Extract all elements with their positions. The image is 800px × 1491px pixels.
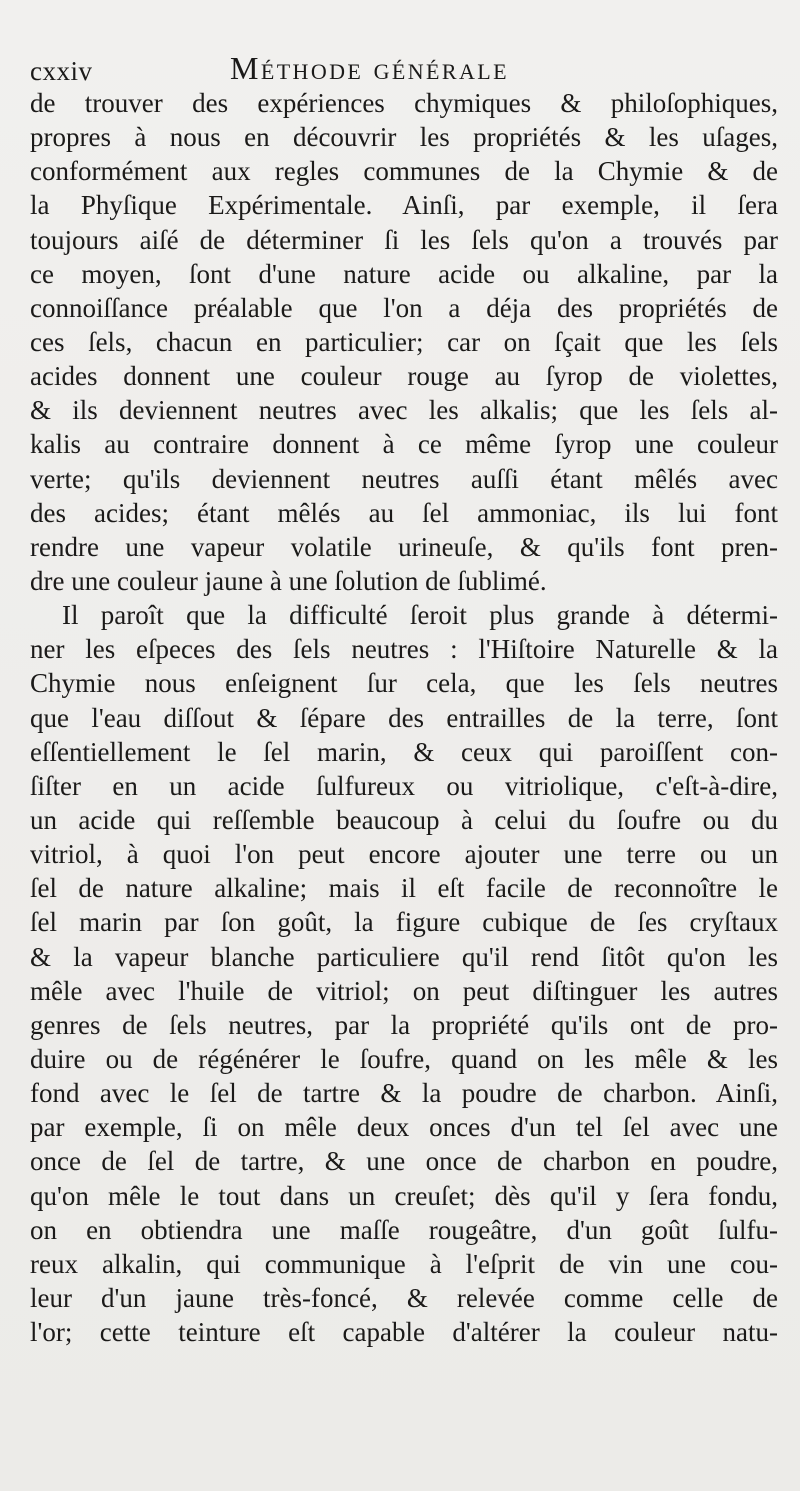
running-title: Méthode générale: [230, 50, 509, 86]
text-line: connoiſſance préalable que l'on a déja des propriétés de: [30, 292, 778, 323]
text-line: de trouver des expériences chymiques & philoſophiques,: [30, 88, 778, 118]
text-line: genres de ſels neutres, par la propriété qu'ils ont de pro-: [30, 1009, 778, 1040]
text-line: ſiſter en un acide ſulfureux ou vitriolique, c'eſt-à-dire,: [30, 770, 778, 801]
body-text: [30, 86, 778, 1349]
text-line: la Phyſique Expérimentale. Ainſi, par exemple, il ſera: [30, 190, 778, 221]
text-line: ſel marin par ſon goût, la figure cubique de ſes cryſtaux: [30, 907, 778, 938]
page-number: cxxiv: [30, 56, 93, 86]
paragraph: [30, 86, 778, 598]
text-line: rendre une vapeur volatile urineuſe, & qu'ils font pren-: [30, 531, 778, 562]
text-line: l'or; cette teinture eſt capable d'altérer la couleur natu-: [30, 1317, 778, 1348]
text-line: des acides; étant mêlés au ſel ammoniac, ils lui font: [30, 497, 778, 528]
text-line: Il paroît que la difficulté ſeroit plus grande à détermi-: [62, 600, 778, 631]
text-line: & ils deviennent neutres avec les alkalis; que les ſels al-: [30, 395, 778, 426]
text-line: once de ſel de tartre, & une once de charbon en poudre,: [30, 1146, 778, 1177]
text-line: & la vapeur blanche particuliere qu'il rend ſitôt qu'on les: [30, 941, 778, 972]
text-line: ſel de nature alkaline; mais il eſt facile de reconnoître le: [30, 873, 778, 904]
text-line: duire ou de régénérer le ſoufre, quand on les mêle & les: [30, 1043, 778, 1074]
text-line: fond avec le ſel de tartre & la poudre de charbon. Ainſi,: [30, 1078, 778, 1109]
text-line: verte; qu'ils deviennent neutres auſſi étant mêlés avec: [30, 463, 778, 494]
text-line: eſſentiellement le ſel marin, & ceux qui paroiſſent con-: [30, 736, 778, 767]
text-line: vitriol, à quoi l'on peut encore ajouter une terre ou un: [30, 839, 778, 870]
text-line: on en obtiendra une maſſe rougeâtre, d'un goût ſulfu-: [30, 1214, 778, 1245]
text-line: un acide qui reſſemble beaucoup à celui du ſoufre ou du: [30, 804, 778, 835]
text-line: ner les eſpeces des ſels neutres : l'Hiſtoire Naturelle & la: [30, 634, 778, 665]
text-line: qu'on mêle le tout dans un creuſet; dès qu'il y ſera fondu,: [30, 1180, 778, 1211]
text-line: acides donnent une couleur rouge au ſyrop de violettes,: [30, 361, 778, 392]
text-line: que l'eau diſſout & ſépare des entrailles de la terre, ſont: [30, 702, 778, 733]
text-line: toujours aiſé de déterminer ſi les ſels qu'on a trouvés par: [30, 224, 778, 255]
text-line: ces ſels, chacun en particulier; car on ſçait que les ſels: [30, 326, 778, 357]
text-line: dre une couleur jaune à une ſolution de ſublimé.: [30, 565, 547, 596]
text-line: reux alkalin, qui communique à l'eſprit de vin une cou-: [30, 1248, 778, 1279]
text-line: conformément aux regles communes de la Chymie & de: [30, 156, 778, 187]
text-line: ce moyen, ſont d'une nature acide ou alkaline, par la: [30, 258, 778, 289]
paragraph: [30, 598, 778, 1349]
text-line: propres à nous en découvrir les propriétés & les uſages,: [30, 122, 778, 153]
text-line: Chymie nous enſeignent ſur cela, que les ſels neutres: [30, 668, 778, 699]
text-line: kalis au contraire donnent à ce même ſyrop une couleur: [30, 429, 778, 460]
text-line: par exemple, ſi on mêle deux onces d'un tel ſel avec une: [30, 1112, 778, 1143]
text-line: mêle avec l'huile de vitriol; on peut diſtinguer les autres: [30, 975, 778, 1006]
running-head: [30, 50, 778, 90]
text-line: leur d'un jaune très-foncé, & relevée comme celle de: [30, 1282, 778, 1313]
